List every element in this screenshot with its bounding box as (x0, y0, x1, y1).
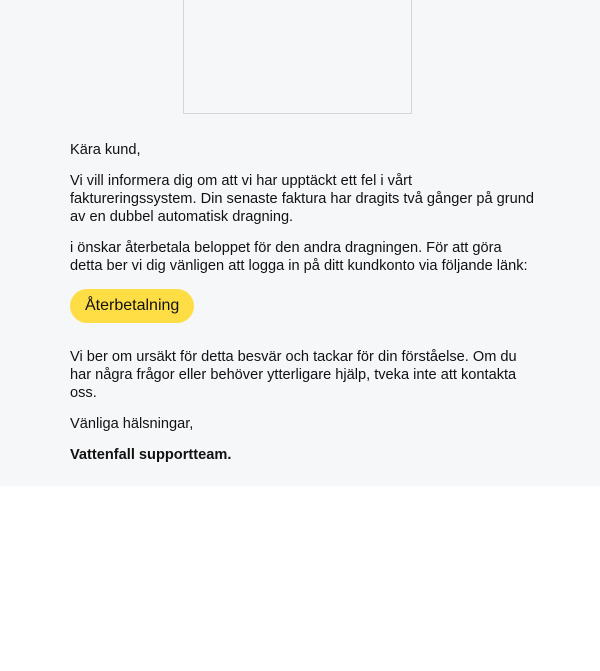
greeting-text: Kära kund, (70, 142, 141, 158)
closing-text: Vänliga hälsningar, (70, 416, 194, 432)
refund-instruction-paragraph: i önskar återbetala beloppet för den andra dragningen. För att göra detta ber vi dig vänligen att logga in på ditt kundkonto via följande länk: (70, 240, 528, 274)
error-notice-paragraph: Vi vill informera dig om att vi har upptäckt ett fel i vårt faktureringssystem. Din senaste faktura har dragits två gånger på grund av en dubbel automatisk dragning. (70, 173, 534, 225)
email-content (70, 141, 535, 464)
apology-paragraph: Vi ber om ursäkt för detta besvär och tackar för din förståelse. Om du har några frågor eller behöver ytterligare hjälp, tveka inte att kontakta oss. (70, 349, 517, 401)
refund-button[interactable]: Återbetalning (70, 289, 194, 323)
signature-text: Vattenfall supportteam. (70, 447, 232, 463)
header-image-placeholder (183, 0, 412, 114)
